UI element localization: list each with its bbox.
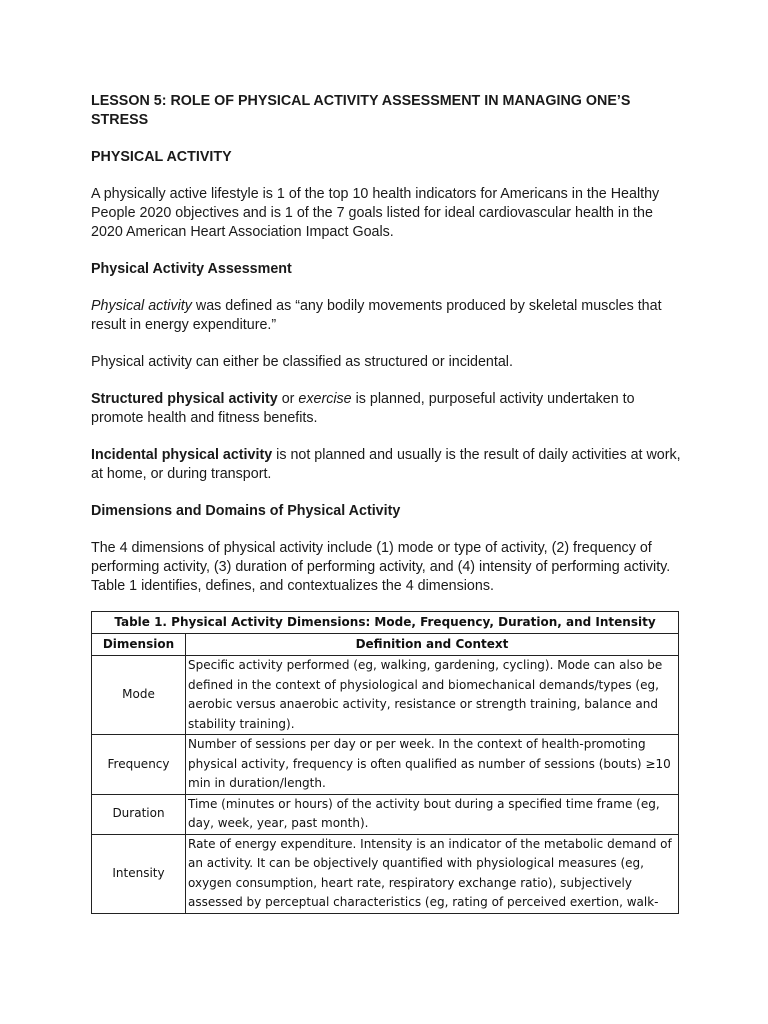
table-cell-dimension: Duration (92, 794, 186, 834)
table-cell-definition: Number of sessions per day or per week. In the context of health-promoting physical activity, frequency is often qualified as number of sessions (bouts) ≥10 min in duration/length. (186, 735, 679, 795)
incidental-text: is not planned and usually is the result of daily activities at work, at home, or during transport. (91, 447, 681, 482)
dimensions-table (91, 611, 679, 914)
structured-paragraph (91, 390, 681, 428)
table-cell-definition: Specific activity performed (eg, walking, gardening, cycling). Mode can also be defined in the context of physiological and biomechanical demands/types (eg, aerobic versus anaerobic activity, resistance or strength training, balance and stability training). (186, 656, 679, 735)
incidental-paragraph (91, 446, 681, 484)
dimensions-paragraph: The 4 dimensions of physical activity include (1) mode or type of activity, (2) frequency of performing activity, (3) duration of performing activity, and (4) intensity of performing activity. Table 1 identifies, defines, and contextualizes the 4 dimensions. (91, 540, 671, 594)
table-header-dimension: Dimension (92, 634, 186, 656)
document-body (91, 92, 681, 614)
incidental-term: Incidental physical activity (91, 447, 273, 463)
table-cell-dimension: Frequency (92, 735, 186, 795)
table-cell-definition: Time (minutes or hours) of the activity bout during a specified time frame (eg, day, week, year, past month). (186, 794, 679, 834)
section-heading-physical-activity: PHYSICAL ACTIVITY (91, 149, 232, 165)
lesson-title: LESSON 5: ROLE OF PHYSICAL ACTIVITY ASSESSMENT IN MANAGING ONE’S STRESS (91, 93, 631, 128)
definition-text: was defined as “any bodily movements produced by skeletal muscles that result in energy expenditure.” (91, 298, 662, 333)
classification-paragraph: Physical activity can either be classified as structured or incidental. (91, 354, 513, 370)
intro-paragraph: A physically active lifestyle is 1 of the top 10 health indicators for Americans in the Healthy People 2020 objectives and is 1 of the 7 goals listed for ideal cardiovascular health in the 2020 American Heart Association Impact Goals. (91, 186, 660, 240)
table-header-row (92, 634, 679, 656)
structured-connector: or (277, 391, 299, 407)
table-caption: Table 1. Physical Activity Dimensions: Mode, Frequency, Duration, and Intensity (92, 612, 679, 634)
table-cell-dimension: Intensity (92, 834, 186, 913)
subheading-dimensions: Dimensions and Domains of Physical Activity (91, 503, 401, 519)
table-cell-dimension: Mode (92, 656, 186, 735)
table-row (92, 735, 679, 795)
definition-term: Physical activity (91, 298, 192, 314)
definition-paragraph (91, 297, 681, 335)
table-row (92, 656, 679, 735)
table-row (92, 794, 679, 834)
structured-alt-term: exercise (298, 391, 352, 407)
table-caption-row (92, 612, 679, 634)
table-cell-definition: Rate of energy expenditure. Intensity is an indicator of the metabolic demand of an activity. It can be objectively quantified with physiological measures (eg, oxygen consumption, heart rate, respiratory exchange ratio), subjectively assessed by perceptual characteristics (eg, rating of perceived exertion, walk- (186, 834, 679, 913)
structured-term: Structured physical activity (91, 391, 278, 407)
table-row (92, 834, 679, 913)
structured-text: is planned, purposeful activity undertaken to promote health and fitness benefits. (91, 391, 635, 426)
subheading-assessment: Physical Activity Assessment (91, 261, 292, 277)
table-header-definition: Definition and Context (186, 634, 679, 656)
